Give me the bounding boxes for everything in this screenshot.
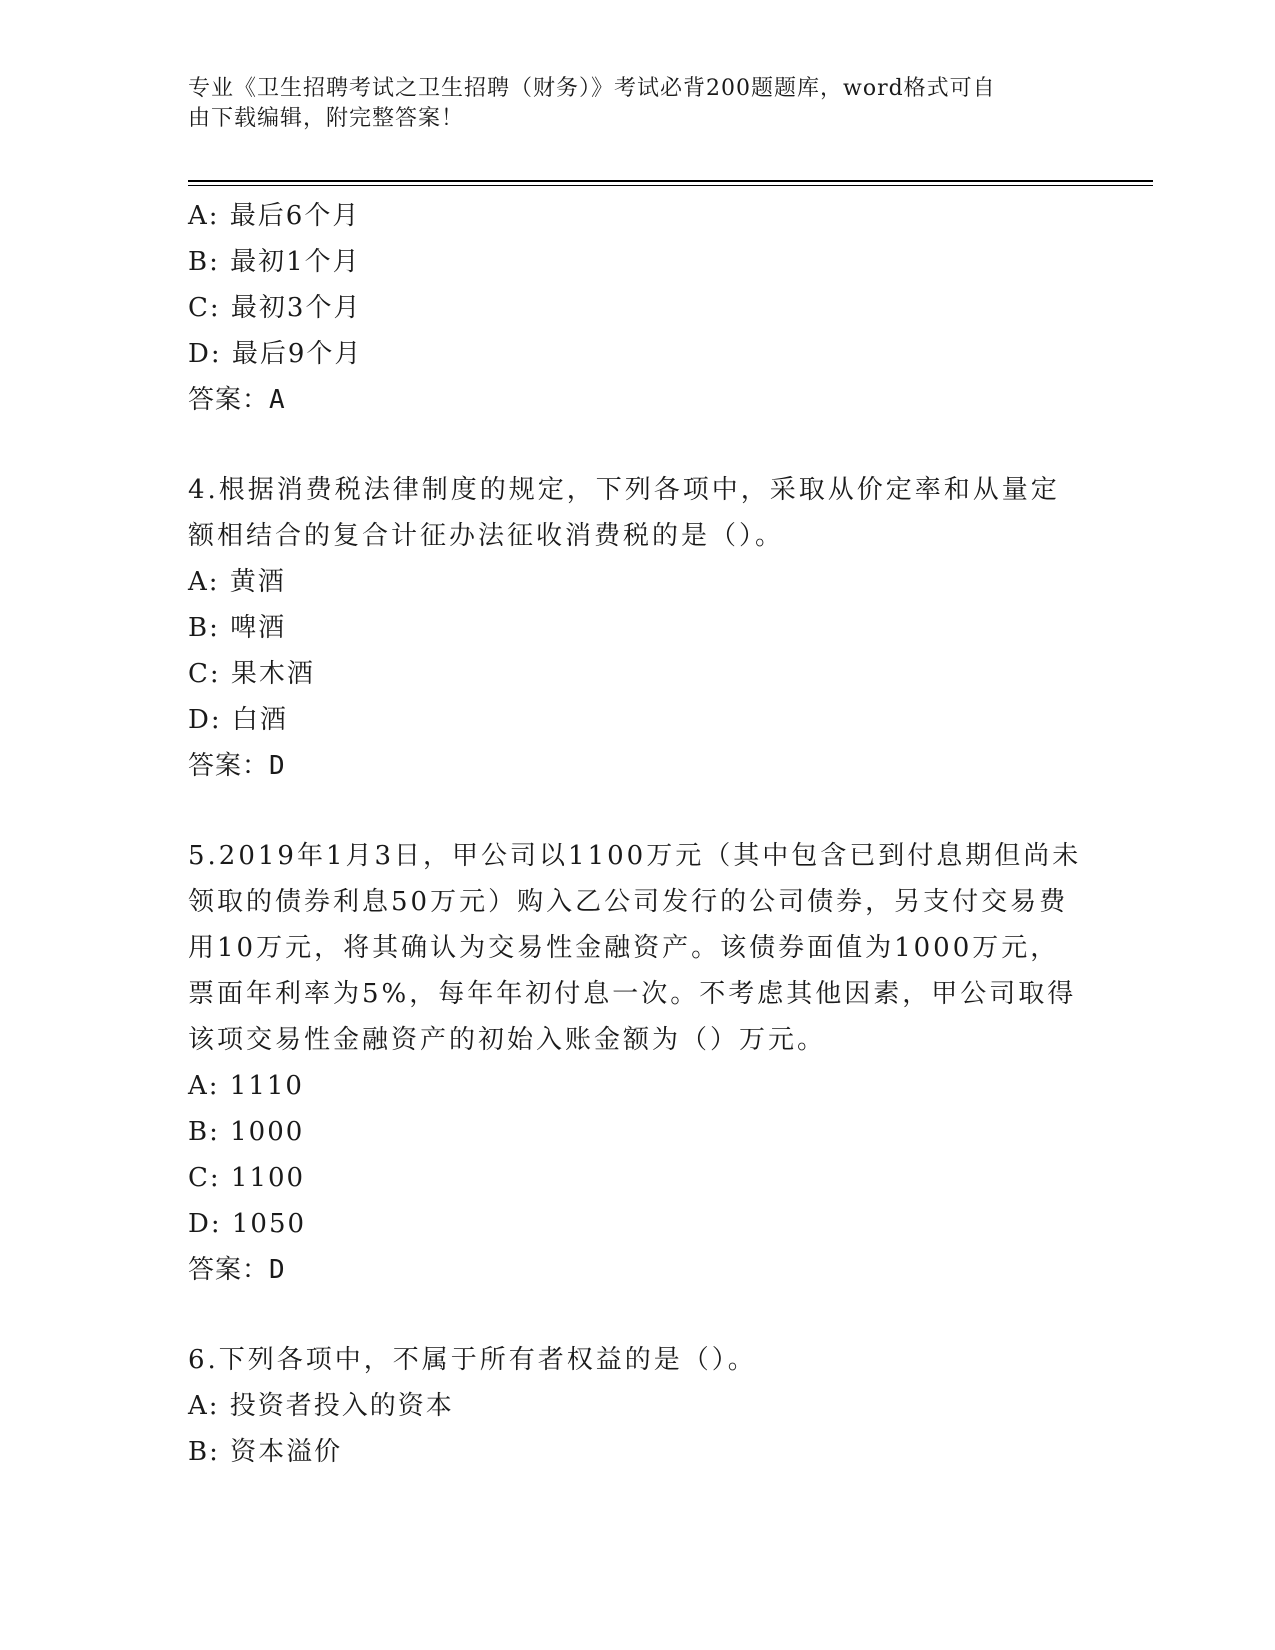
stem-line: 6.下列各项中，不属于所有者权益的是（）。	[188, 1345, 757, 1375]
document-header	[188, 74, 1088, 134]
option-d: D: 最后9个月	[188, 339, 363, 369]
answer-value: A	[269, 385, 286, 415]
question-stem	[188, 467, 1088, 559]
option-b: B: 最初1个月	[188, 247, 361, 277]
option-a: A: 投资者投入的资本	[188, 1391, 454, 1421]
question-stem	[188, 833, 1088, 1063]
question-5	[188, 833, 1088, 1293]
stem-line: 5.2019年1月3日，甲公司以1100万元（其中包含已到付息期但尚未	[188, 841, 1082, 871]
option-a: A: 黄酒	[188, 567, 286, 597]
stem-line: 票面年利率为5%，每年年初付息一次。不考虑其他因素，甲公司取得	[188, 979, 1077, 1009]
answer-line	[188, 377, 1088, 423]
stem-line: 4.根据消费税法律制度的规定，下列各项中，采取从价定率和从量定	[188, 475, 1060, 505]
question-stem	[188, 1337, 1088, 1383]
question-6	[188, 1337, 1088, 1475]
option-a: A: 最后6个月	[188, 201, 361, 231]
option-c: C: 1100	[188, 1163, 306, 1193]
answer-line	[188, 1247, 1088, 1293]
option-c: C: 最初3个月	[188, 293, 362, 323]
option-b: B: 资本溢价	[188, 1437, 343, 1467]
option-d: D: 白酒	[188, 705, 288, 735]
option-b: B: 1000	[188, 1117, 305, 1147]
option-c: C: 果木酒	[188, 659, 315, 689]
header-divider-top	[188, 180, 1153, 182]
question-4	[188, 467, 1088, 789]
stem-line: 领取的债券利息50万元）购入乙公司发行的公司债券，另支付交易费	[188, 887, 1069, 917]
question-3	[188, 193, 1088, 423]
option-a: A: 1110	[188, 1071, 304, 1101]
option-b: B: 啤酒	[188, 613, 287, 643]
option-d: D: 1050	[188, 1209, 307, 1239]
stem-line: 该项交易性金融资产的初始入账金额为（）万元。	[188, 1025, 827, 1055]
header-line-2: 由下载编辑，附完整答案！	[188, 106, 465, 131]
answer-value: D	[269, 751, 286, 781]
answer-label: 答案：	[188, 751, 270, 781]
answer-label: 答案：	[188, 1255, 270, 1285]
answer-line	[188, 743, 1088, 789]
header-line-1: 专业《卫生招聘考试之卫生招聘（财务）》考试必背200题题库，word格式可自	[188, 76, 996, 101]
answer-label: 答案：	[188, 385, 270, 415]
stem-line: 用10万元，将其确认为交易性金融资产。该债券面值为1000万元，	[188, 933, 1060, 963]
stem-line: 额相结合的复合计征办法征收消费税的是（）。	[188, 521, 785, 551]
answer-value: D	[269, 1255, 286, 1285]
header-divider-bottom	[188, 185, 1153, 186]
question-list	[188, 193, 1088, 1475]
